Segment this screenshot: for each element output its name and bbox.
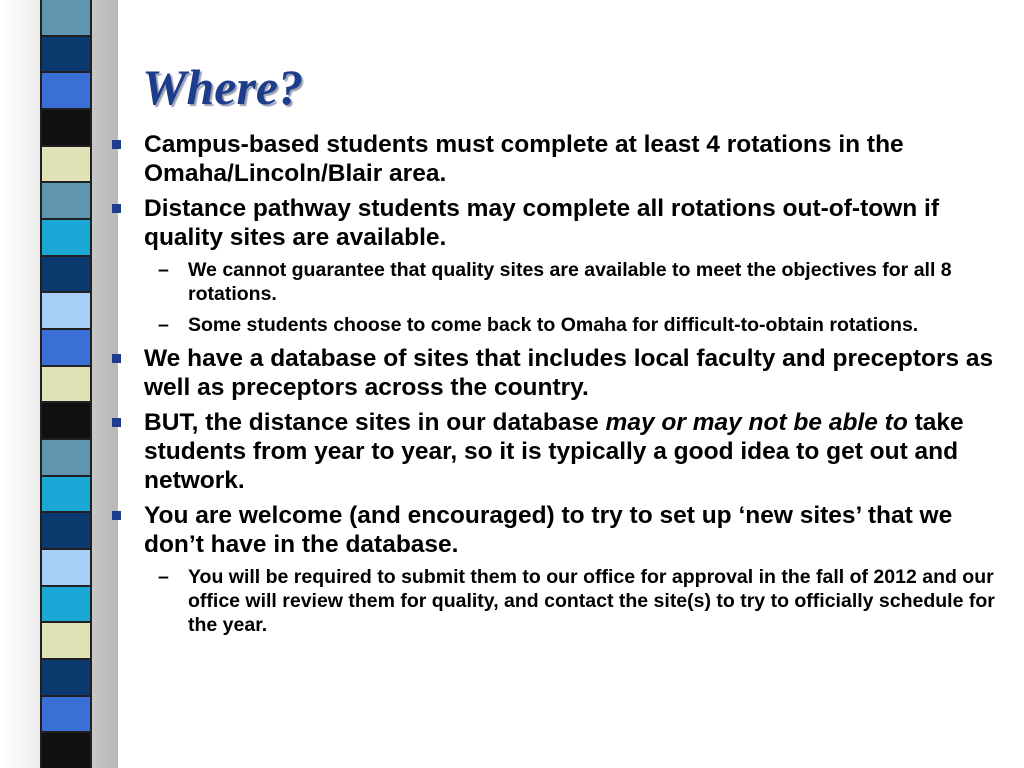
strip-block [42,147,90,184]
strip-block [42,477,90,514]
sub-bullet-text: You will be required to submit them to our office for approval in the fall of 2012 and our office will review them for quality, and contact the site(s) to try to officially schedule for the year. [188,566,995,636]
strip-block [42,403,90,440]
strip-block [42,293,90,330]
strip-block [42,513,90,550]
bullet-text-start: BUT, the distance sites in our database [144,409,606,436]
bullet-item [108,194,1014,252]
bullet-item [108,408,1014,495]
bullet-text: You are welcome (and encouraged) to try to set up ‘new sites’ that we don’t have in the database. [144,502,953,558]
sub-bullet-text: We cannot guarantee that quality sites are available to meet the objectives for all 8 rotations. [188,259,952,305]
sub-bullet-item [108,313,1014,337]
bullet-text-emphasis: may or may not be able to [605,409,908,436]
strip-block [42,697,90,734]
strip-block [42,587,90,624]
bullet-item [108,344,1014,402]
bullet-text-end: take students from year to year, so it is typically a good idea to get out and network. [144,409,964,494]
sub-bullet-item [108,565,1014,637]
strip-block [42,623,90,660]
sub-bullet-text: Some students choose to come back to Omaha for difficult-to-obtain rotations. [188,314,919,336]
dash-bullet-icon: – [158,259,169,281]
bullet-text: Campus-based students must complete at least 4 rotations in the Omaha/Lincoln/Blair area. [144,131,904,187]
strip-block [42,550,90,587]
strip-block [42,330,90,367]
strip-block [42,0,90,37]
square-bullet-icon [112,204,121,213]
bullet-item [108,501,1014,559]
sub-bullet-item [108,258,1014,306]
square-bullet-icon [112,140,121,149]
strip-block [42,183,90,220]
slide-body [108,130,1014,644]
square-bullet-icon [112,511,121,520]
strip-block [42,220,90,257]
dash-bullet-icon: – [158,566,169,588]
square-bullet-icon [112,354,121,363]
bullet-item [108,130,1014,188]
strip-block [42,37,90,74]
strip-block [42,660,90,697]
strip-block [42,440,90,477]
bullet-text: Distance pathway students may complete all rotations out-of-town if quality sites are available. [144,195,939,251]
decorative-background [0,0,118,768]
slide-title: Where? [142,59,304,115]
strip-block [42,367,90,404]
square-bullet-icon [112,418,121,427]
bullet-text: We have a database of sites that includes local faculty and preceptors as well as preceptors across the country. [144,345,994,401]
dash-bullet-icon: – [158,314,169,336]
decorative-color-strip [40,0,92,768]
strip-block [42,110,90,147]
strip-block [42,733,90,768]
strip-block [42,73,90,110]
strip-block [42,257,90,294]
